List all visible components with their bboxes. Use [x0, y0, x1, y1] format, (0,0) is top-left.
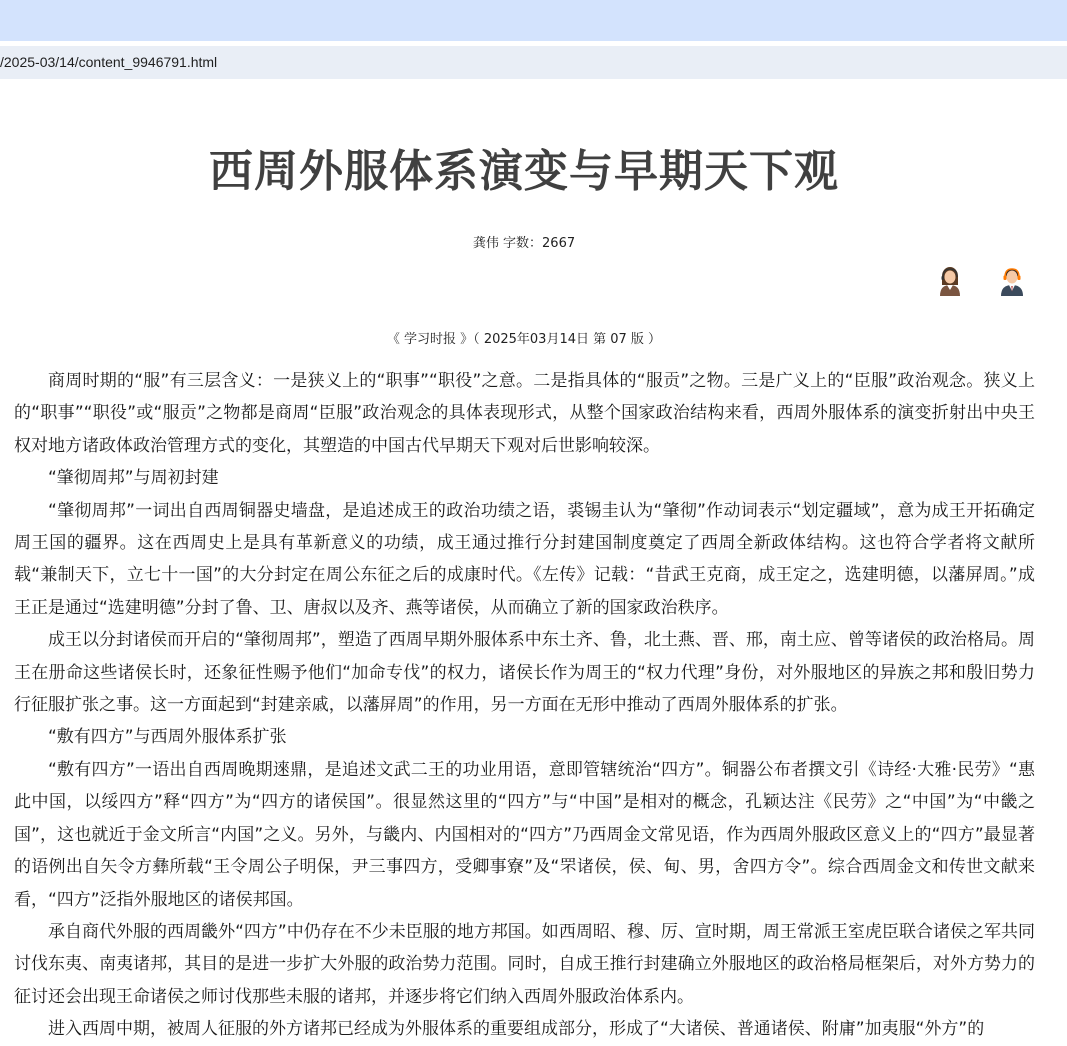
article-body [14, 365, 1035, 1046]
browser-tab-strip [0, 0, 1067, 41]
address-bar[interactable] [0, 46, 1067, 79]
article-title: 西周外服体系演变与早期天下观 [209, 146, 839, 197]
article-paragraph: 成王以分封诸侯而开启的“肇彻周邦”，塑造了西周早期外服体系中东土齐、鲁，北土燕、晋、邢，南土应、曾等诸侯的政治格局。周王在册命这些诸侯长时，还象征性赐予他们“加命专伐”的权力，诸侯长作为周王的“权力代理”身份，对外服地区的异族之邦和殷旧势力行征服扩张之事。这一方面起到“封建亲戚，以藩屏周”的作用，另一方面在无形中推动了西周外服体系的扩张。 [14, 630, 1035, 716]
section-heading: “敷有四方”与西周外服体系扩张 [48, 727, 287, 748]
article-paragraph: 进入西周中期，被周人征服的外方诸邦已经成为外服体系的重要组成部分，形成了“大诸侯、普通诸侯、附庸”加夷服“外方”的 [48, 1019, 985, 1040]
article-paragraph: “肇彻周邦”一词出自西周铜器史墙盘，是追述成王的政治功绩之语，裘锡圭认为“肇彻”作动词表示“划定疆域”，意为成王开拓确定周王国的疆界。这在西周史上是具有革新意义的功绩，成王通过推行分封建国制度奠定了西周全新政体结构。这也符合学者将文献所载“兼制天下，立七十一国”的大分封定在周公东征之后的成康时代。《左传》记载：“昔武王克商，成王定之，选建明德，以藩屏周。”成王正是通过“选建明德”分封了鲁、卫、唐叔以及齐、燕等诸侯，从而确立了新的国家政治秩序。 [14, 500, 1035, 618]
article-paragraph: 商周时期的“服”有三层含义：一是狭义上的“职事”“职役”之意。二是指具体的“服贡”之物。三是广义上的“臣服”政治观念。狭义上的“职事”“职役”或“服贡”之物都是商周“臣服”政治观念的具体表现形式，从整个国家政治结构来看，西周外服体系的演变折射出中央王权对地方诸政体政治管理方式的变化，其塑造的中国古代早期天下观对后世影响较深。 [14, 371, 1035, 456]
article-byline: 龚伟 字数：2667 [472, 236, 576, 251]
article-paragraph: 承自商代外服的西周畿外“四方”中仍存在不少未臣服的地方邦国。如西周昭、穆、厉、宣时期，周王常派王室虎臣联合诸侯之军共同讨伐东夷、南夷诸邦，其目的是进一步扩大外服的政治势力范围。同时，自成王推行封建确立外服地区的政治格局框架后，对外方势力的征讨还会出现王命诸侯之师讨伐那些未服的诸邦，并逐步将它们纳入西周外服政治体系内。 [14, 921, 1035, 1007]
article-page [0, 81, 1067, 1040]
url-text[interactable]: /2025-03/14/content_9946791.html [0, 54, 218, 70]
article-paragraph: “敷有四方”一语出自西周晚期逨鼎，是追述文武二王的功业用语，意即管辖统治“四方”。铜器公布者撰文引《诗经·大雅·民劳》“惠此中国，以绥四方”释“四方”为“四方的诸侯国”。很显然这里的“四方”与“中国”是相对的概念，孔颖达注《民劳》之“中国”为“中畿之国”，这也就近于金文所言“内国”之义。另外，与畿内、内国相对的“四方”乃西周金文常见语，作为西周外服政区意义上的“四方”最显著的语例出自矢令方彝所载“王令周公子明保，尹三事四方，受卿事寮”及“罘诸侯，侯、甸、男，舍四方令”。综合西周金文和传世文献来看，“四方”泛指外服地区的诸侯邦国。 [14, 759, 1035, 910]
section-heading: “肇彻周邦”与周初封建 [48, 468, 219, 489]
male-voice-icon[interactable] [998, 266, 1026, 296]
publication-source: 《 学习时报 》（ 2025年03月14日 第 07 版 ） [386, 332, 662, 347]
female-voice-icon[interactable] [936, 266, 964, 296]
